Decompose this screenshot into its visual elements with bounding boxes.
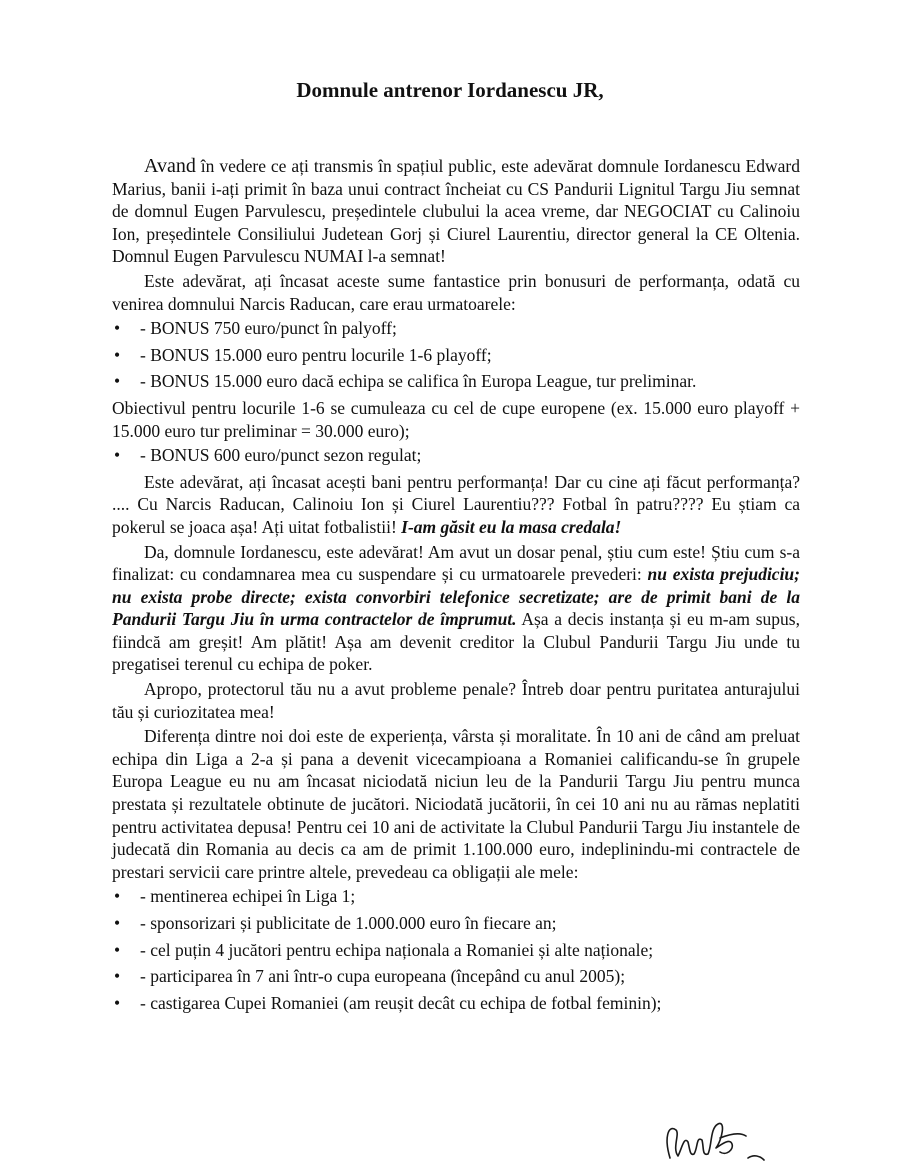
- letter-title: Domnule antrenor Iordanescu JR,: [296, 78, 604, 102]
- bonus-continuation: Obiectivul pentru locurile 1-6 se cumuleaza cu cel de cupe europene (ex. 15.000 euro playoff + 15.000 euro tur preliminar = 30.000 euro);: [112, 397, 800, 441]
- paragraph-3-text: Este adevărat, ați încasat acești bani pentru performanța! Dar cu cine ați făcut performanța? .... Cu Narcis Raducan, Calinoiu Ion și Ciurel Laurentiu??? Fotbal în patru???? Eu știam ca pokerul se joaca așa! Ați uitat fotbalistii!: [112, 471, 800, 537]
- paragraph-5: Apropo, protectorul tău nu a avut probleme penale? Întreb doar pentru puritatea anturajului tău și curiozitatea mea!: [112, 679, 800, 722]
- paragraph-4: [112, 541, 800, 677]
- paragraph-4-text: Da, domnule Iordanescu, este adevărat! Am avut un dosar penal, știu cum este! Știu cum s-a finalizat: cu condamnarea mea cu suspendare și cu urmatoarele prevederi:: [112, 541, 800, 585]
- paragraph-6: Diferența dintre noi doi este de experiența, vârsta și moralitate. În 10 ani de când am preluat echipa din Liga a 2-a și pana a devenit vicecampioana a Romaniei calificandu-se în grupele Europa League eu nu am încasat niciodată niciun leu de la Pandurii Targu Jiu pentru munca prestata și rezultatele obtinute de jucători. Niciodată jucătorii, în cei 10 ani nu au rămas neplatiti pentru activitatea depusa! Pentru cei 10 ani de activitate la Clubul Pandurii Targu Jiu instantele de judecată din Romania au decis ca am de primit 1.100.000 euro, indeplinindu-mi contractele de prestari servicii care printre altele, prevedeau ca obligații ale mele:: [112, 726, 800, 882]
- paragraph-4-emphasis: nu exista prejudiciu; nu exista probe directe; exista convorbiri telefonice secretizate; are de primit bani de la Pandurii Targu Jiu în urma contractelor de împrumut.: [112, 564, 800, 630]
- paragraph-1-first-word: Avand: [144, 155, 196, 177]
- list-item: • - BONUS 750 euro/punct în palyoff;: [112, 317, 800, 340]
- handwritten-signature: [660, 1118, 770, 1168]
- list-item: • - mentinerea echipei în Liga 1;: [112, 885, 800, 908]
- list-item: • - cel puțin 4 jucători pentru echipa naționala a Romaniei și alte naționale;: [112, 939, 800, 962]
- paragraph-3: [112, 471, 800, 539]
- list-item: • - sponsorizari și publicitate de 1.000.000 euro în fiecare an;: [112, 912, 800, 935]
- letter-body: [112, 155, 800, 1018]
- list-item: • - participarea în 7 ani într-o cupa europeana (începând cu anul 2005);: [112, 965, 800, 988]
- paragraph-4-end: Așa a decis instanța și eu m-am supus, fiindcă am greșit! Am plătit! Așa am devenit creditor la Clubul Pandurii Targu Jiu unde tu pregatisei terenul cu echipa de poker.: [112, 609, 800, 675]
- paragraph-2: Este adevărat, ați încasat aceste sume fantastice prin bonusuri de performanța, odată cu venirea domnului Narcis Raducan, care erau urmatoarele:: [112, 270, 800, 314]
- list-item: • - BONUS 15.000 euro pentru locurile 1-6 playoff;: [112, 344, 800, 367]
- paragraph-1: [112, 155, 800, 268]
- paragraph-3-emphasis: I-am găsit eu la masa credala!: [401, 516, 622, 537]
- list-item-text: - BONUS 15.000 euro dacă echipa se califica în Europa League, tur preliminar.: [140, 371, 697, 392]
- paragraph-1-text: în vedere ce ați transmis în spațiul public, este adevărat domnule Iordanescu Edward Marius, banii i-ați primit în baza unui contract încheiat cu CS Pandurii Lignitul Targu Jiu semnat de domnul Eugen Parvulescu, președintele clubului la acea vreme, dar NEGOCIAT cu Calinoiu Ion, președintele Consiliului Judetean Gorj și Ciurel Laurentiu, director general la CE Oltenia. Domnul Eugen Parvulescu NUMAI l-a semnat!: [112, 156, 800, 267]
- list-item: [112, 370, 800, 393]
- list-item: • - castigarea Cupei Romaniei (am reușit decât cu echipa de fotbal feminin);: [112, 992, 800, 1015]
- list-item: • - BONUS 600 euro/punct sezon regulat;: [112, 444, 800, 467]
